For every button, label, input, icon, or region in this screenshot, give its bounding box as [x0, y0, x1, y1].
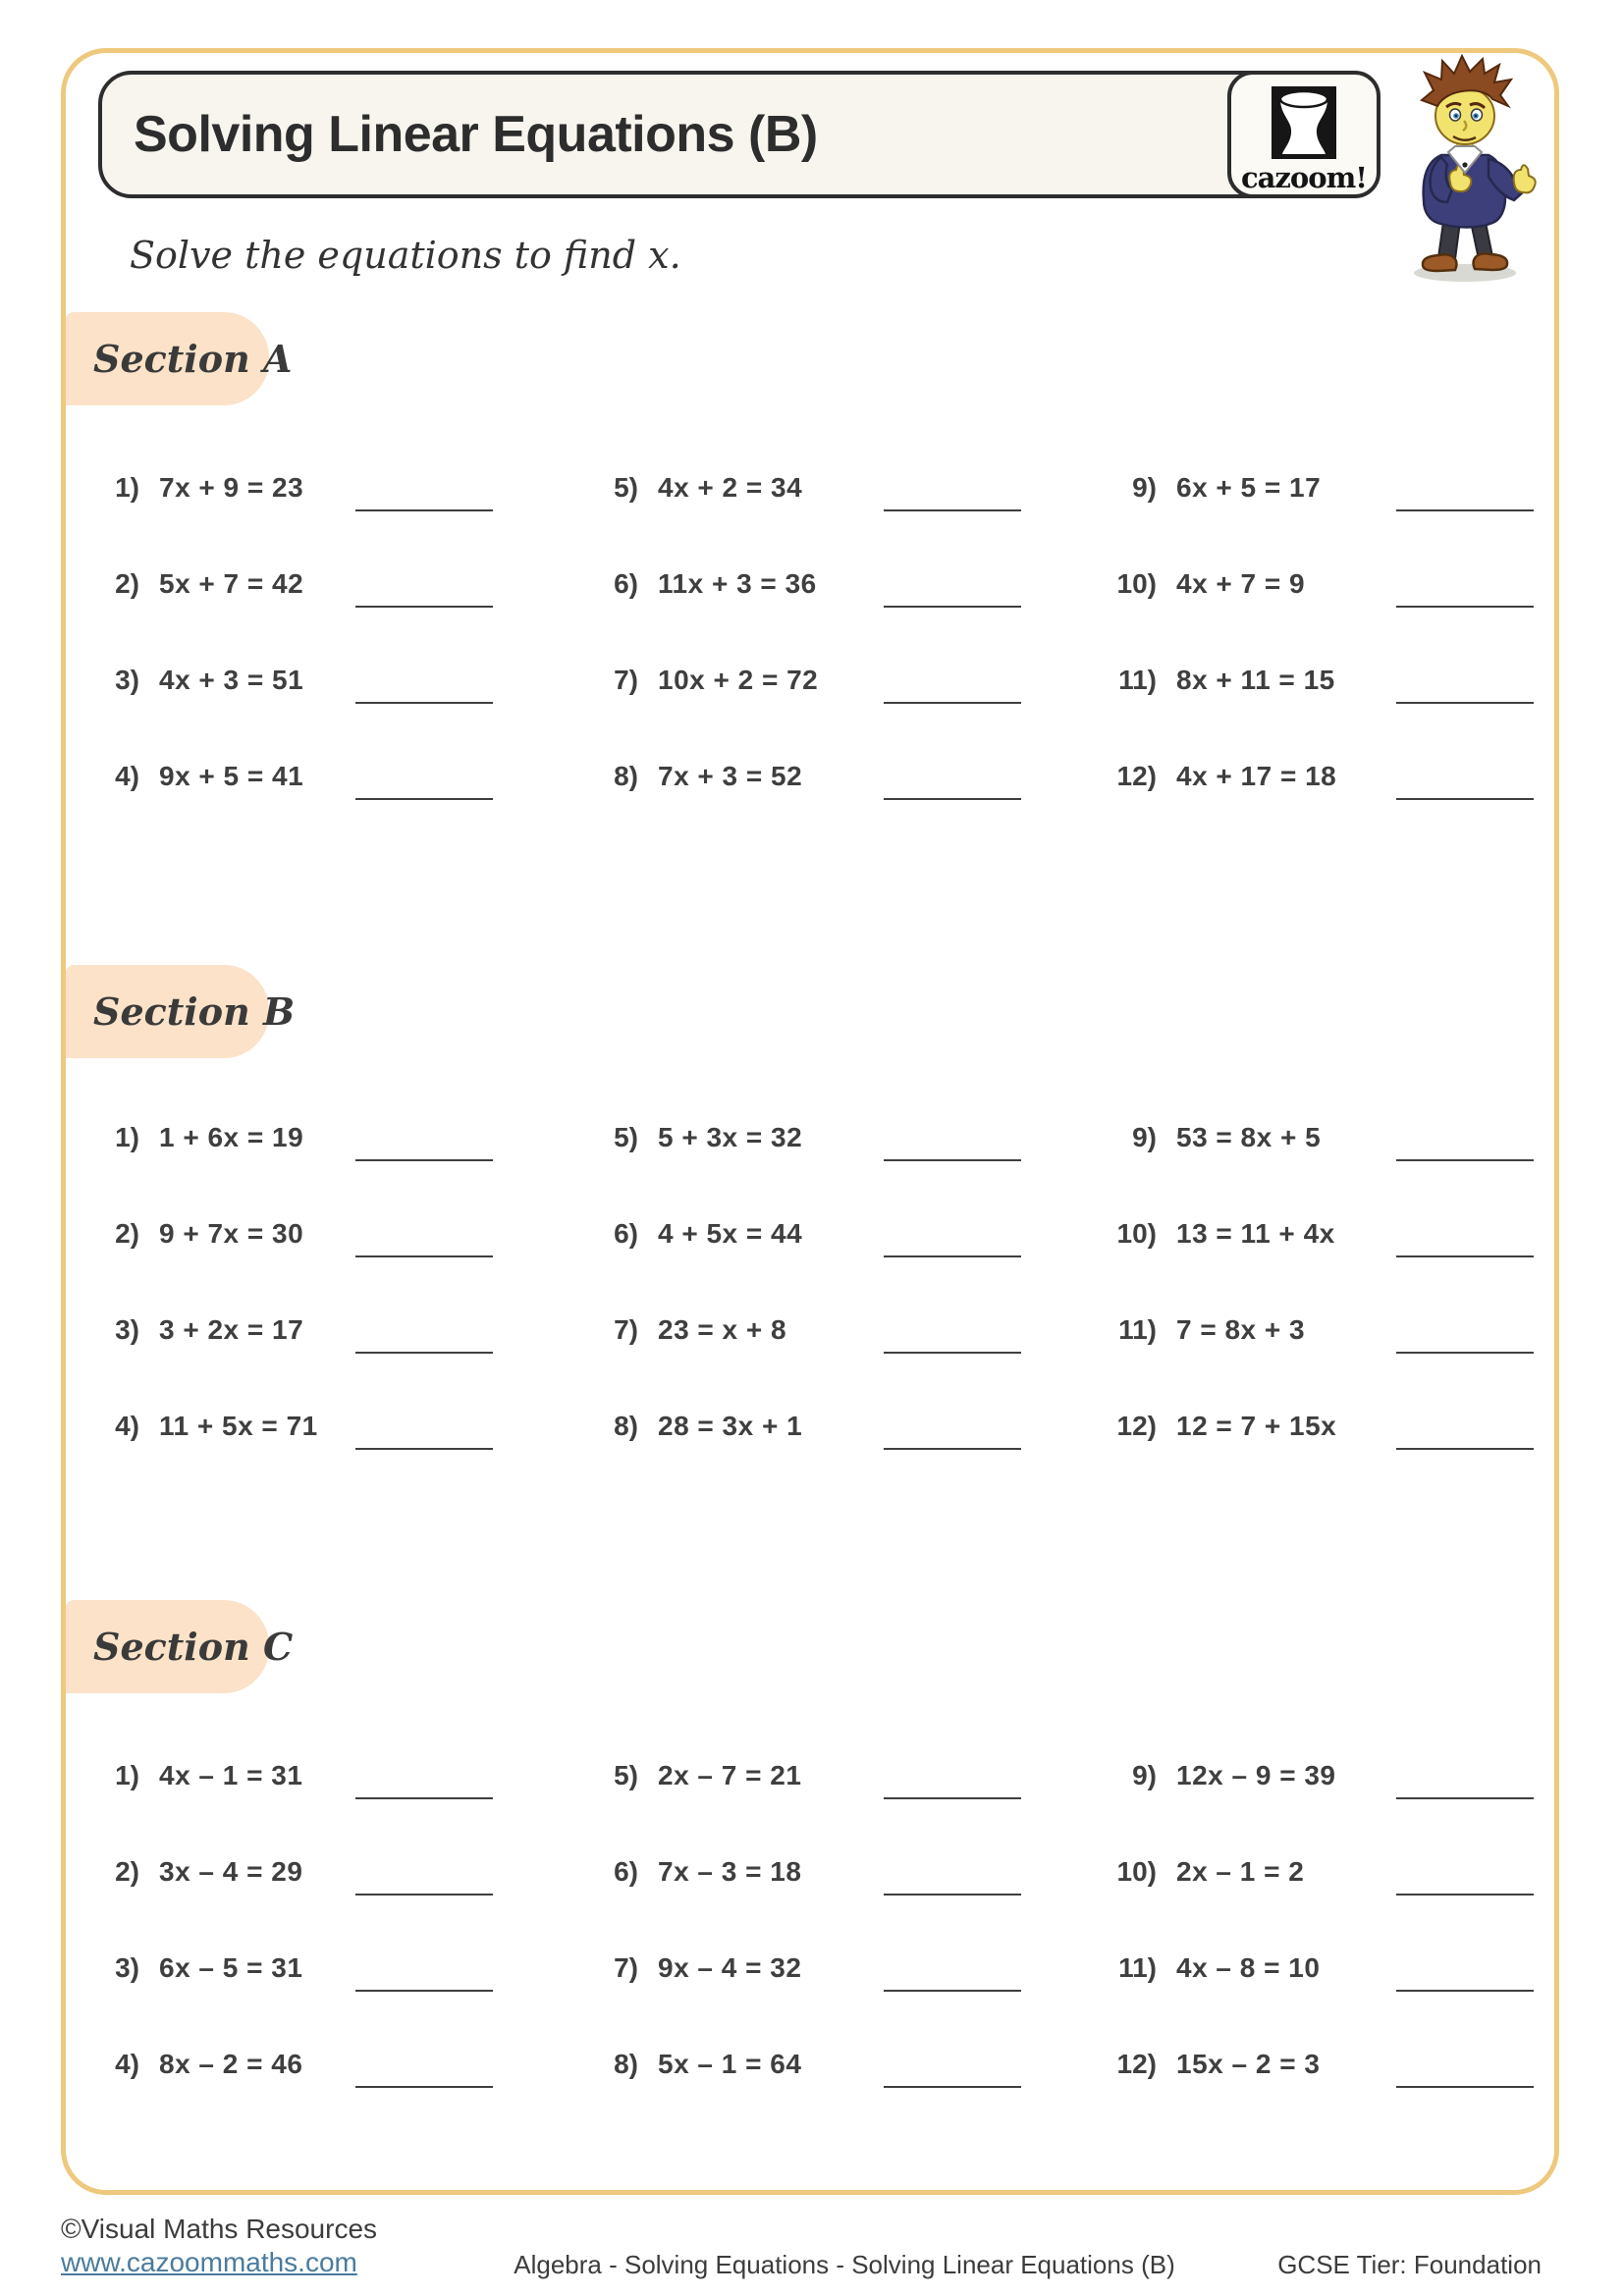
answer-line[interactable]	[884, 1797, 1021, 1799]
question-item	[1106, 1403, 1532, 1499]
answer-line[interactable]	[884, 606, 1021, 608]
equation-text: 3 + 2x = 17	[159, 1314, 304, 1345]
question-item	[88, 1752, 587, 1848]
equation-text: 23 = x + 8	[658, 1314, 787, 1345]
equation-text: 8x – 2 = 46	[159, 2049, 303, 2079]
question-number: 4)	[115, 761, 139, 791]
instruction-text: Solve the equations to find x.	[130, 234, 681, 277]
equation-text: 7 = 8x + 3	[1176, 1314, 1306, 1345]
question-item	[1106, 1945, 1532, 2041]
footer-tier-text: GCSE Tier: Foundation	[1277, 2250, 1542, 2279]
question-item	[587, 561, 1106, 657]
question-number: 6)	[614, 1218, 638, 1249]
question-item	[1106, 1114, 1532, 1210]
answer-line[interactable]	[1396, 702, 1534, 704]
equation-text: 4x + 3 = 51	[159, 665, 304, 695]
equation-text: 12x – 9 = 39	[1176, 1760, 1336, 1790]
equation-text: 9 + 7x = 30	[159, 1218, 304, 1249]
answer-line[interactable]	[1396, 1352, 1534, 1354]
equation-text: 13 = 11 + 4x	[1176, 1218, 1335, 1249]
question-number: 11)	[1118, 665, 1157, 695]
question-item	[1106, 464, 1532, 561]
question-item	[88, 1307, 587, 1403]
equation-text: 10x + 2 = 72	[658, 665, 819, 695]
drum-icon	[1272, 86, 1336, 159]
footer-website-link[interactable]: www.cazoommaths.com	[61, 2247, 357, 2277]
question-item	[1106, 561, 1532, 657]
question-number: 1)	[115, 472, 139, 503]
question-item	[1106, 753, 1532, 849]
section-b-label: Section B	[93, 989, 296, 1034]
question-item	[1106, 1752, 1532, 1848]
question-number: 8)	[614, 1411, 638, 1441]
question-number: 12)	[1116, 1411, 1157, 1441]
question-item	[587, 1752, 1106, 1848]
question-number: 2)	[115, 1218, 139, 1249]
question-number: 8)	[614, 761, 638, 791]
answer-line[interactable]	[884, 2086, 1021, 2088]
question-item	[88, 1945, 587, 2041]
question-item	[587, 1848, 1106, 1945]
section-a-badge	[66, 312, 293, 405]
question-number: 3)	[115, 665, 139, 695]
question-number: 10)	[1116, 1856, 1157, 1887]
question-item	[587, 1403, 1106, 1499]
question-item	[587, 1307, 1106, 1403]
question-number: 10)	[1116, 568, 1157, 599]
answer-line[interactable]	[355, 1797, 493, 1799]
question-item	[1106, 1307, 1532, 1403]
question-number: 11)	[1118, 1314, 1157, 1345]
section-a-questions	[88, 464, 1532, 849]
question-number: 3)	[115, 1314, 139, 1345]
question-number: 5)	[614, 472, 638, 503]
question-item	[88, 2041, 587, 2137]
answer-line[interactable]	[884, 1990, 1021, 1992]
question-item	[88, 561, 587, 657]
equation-text: 7x + 9 = 23	[159, 472, 304, 503]
answer-line[interactable]	[355, 509, 493, 511]
question-number: 6)	[614, 568, 638, 599]
answer-line[interactable]	[355, 606, 493, 608]
mascot-character	[1394, 53, 1543, 289]
equation-text: 7x – 3 = 18	[658, 1856, 802, 1887]
question-number: 9)	[1132, 1122, 1157, 1152]
cazoom-logo-text: cazoom!	[1240, 161, 1368, 194]
question-item	[88, 464, 587, 561]
answer-line[interactable]	[884, 1894, 1021, 1896]
answer-line[interactable]	[884, 1159, 1021, 1161]
equation-text: 11 + 5x = 71	[159, 1411, 318, 1441]
answer-line[interactable]	[355, 1159, 493, 1161]
cazoom-logo	[1227, 71, 1380, 198]
question-number: 11)	[1118, 1952, 1157, 1983]
answer-line[interactable]	[355, 702, 493, 704]
question-number: 7)	[614, 1952, 638, 1983]
answer-line[interactable]	[355, 1990, 493, 1992]
question-number: 4)	[115, 2049, 139, 2079]
answer-line[interactable]	[355, 798, 493, 800]
equation-text: 4x – 8 = 10	[1176, 1952, 1321, 1983]
question-item	[1106, 657, 1532, 753]
answer-line[interactable]	[1396, 1255, 1534, 1257]
question-number: 10)	[1116, 1218, 1157, 1249]
question-number: 1)	[115, 1122, 139, 1152]
answer-line[interactable]	[1396, 1159, 1534, 1161]
section-b-questions	[88, 1114, 1532, 1499]
section-c-questions	[88, 1752, 1532, 2137]
equation-text: 4x + 2 = 34	[658, 472, 803, 503]
answer-line[interactable]	[355, 2086, 493, 2088]
equation-text: 4x + 17 = 18	[1176, 761, 1337, 791]
question-number: 4)	[115, 1411, 139, 1441]
answer-line[interactable]	[884, 702, 1021, 704]
question-item	[88, 1848, 587, 1945]
answer-line[interactable]	[355, 1352, 493, 1354]
question-number: 2)	[115, 1856, 139, 1887]
equation-text: 5x – 1 = 64	[658, 2049, 802, 2079]
question-item	[1106, 1848, 1532, 1945]
equation-text: 5x + 7 = 42	[159, 568, 304, 599]
question-number: 12)	[1116, 761, 1157, 791]
equation-text: 3x – 4 = 29	[159, 1856, 303, 1887]
question-number: 1)	[115, 1760, 139, 1790]
question-number: 2)	[115, 568, 139, 599]
footer-copyright: ©Visual Maths Resources	[61, 2214, 378, 2244]
question-number: 7)	[614, 665, 638, 695]
question-item	[587, 657, 1106, 753]
question-item	[587, 464, 1106, 561]
equation-text: 4x – 1 = 31	[159, 1760, 303, 1790]
question-number: 8)	[614, 2049, 638, 2079]
equation-text: 6x – 5 = 31	[159, 1952, 303, 1983]
section-c-label: Section C	[93, 1625, 294, 1669]
answer-line[interactable]	[1396, 798, 1534, 800]
question-number: 7)	[614, 1314, 638, 1345]
equation-text: 4 + 5x = 44	[658, 1218, 803, 1249]
answer-line[interactable]	[355, 1894, 493, 1896]
equation-text: 53 = 8x + 5	[1176, 1122, 1322, 1152]
answer-line[interactable]	[1396, 509, 1534, 511]
section-a-label: Section A	[93, 337, 293, 381]
answer-line[interactable]	[1396, 2086, 1534, 2088]
equation-text: 6x + 5 = 17	[1176, 472, 1322, 503]
question-item	[1106, 1210, 1532, 1307]
footer-left-block	[61, 2213, 377, 2279]
question-item	[587, 1114, 1106, 1210]
question-item	[88, 1114, 587, 1210]
answer-line[interactable]	[1396, 1990, 1534, 1992]
question-item	[587, 753, 1106, 849]
answer-line[interactable]	[1396, 606, 1534, 608]
equation-text: 28 = 3x + 1	[658, 1411, 803, 1441]
question-number: 5)	[614, 1122, 638, 1152]
answer-line[interactable]	[355, 1448, 493, 1450]
page-title: Solving Linear Equations (B)	[134, 106, 818, 163]
section-c-badge	[66, 1600, 294, 1693]
answer-line[interactable]	[1396, 1894, 1534, 1896]
question-number: 9)	[1132, 472, 1157, 503]
equation-text: 7x + 3 = 52	[658, 761, 803, 791]
equation-text: 9x – 4 = 32	[658, 1952, 802, 1983]
equation-text: 2x – 7 = 21	[658, 1760, 802, 1790]
question-item	[88, 1210, 587, 1307]
answer-line[interactable]	[355, 1255, 493, 1257]
equation-text: 5 + 3x = 32	[658, 1122, 803, 1152]
equation-text: 1 + 6x = 19	[159, 1122, 304, 1152]
footer-center-text: Algebra - Solving Equations - Solving Linear Equations (B)	[514, 2250, 1175, 2279]
question-item	[1106, 2041, 1532, 2137]
answer-line[interactable]	[884, 1352, 1021, 1354]
question-number: 3)	[115, 1952, 139, 1983]
equation-text: 4x + 7 = 9	[1176, 568, 1306, 599]
answer-line[interactable]	[1396, 1797, 1534, 1799]
question-number: 5)	[614, 1760, 638, 1790]
question-item	[587, 2041, 1106, 2137]
equation-text: 15x – 2 = 3	[1176, 2049, 1321, 2079]
question-number: 6)	[614, 1856, 638, 1887]
equation-text: 8x + 11 = 15	[1176, 665, 1335, 695]
question-item	[587, 1945, 1106, 2041]
question-number: 9)	[1132, 1760, 1157, 1790]
section-b-badge	[66, 965, 296, 1058]
question-item	[587, 1210, 1106, 1307]
question-item	[88, 753, 587, 849]
answer-line[interactable]	[884, 1448, 1021, 1450]
answer-line[interactable]	[884, 1255, 1021, 1257]
equation-text: 12 = 7 + 15x	[1176, 1411, 1337, 1441]
answer-line[interactable]	[1396, 1448, 1534, 1450]
equation-text: 9x + 5 = 41	[159, 761, 304, 791]
question-item	[88, 1403, 587, 1499]
answer-line[interactable]	[884, 509, 1021, 511]
equation-text: 2x – 1 = 2	[1176, 1856, 1305, 1887]
equation-text: 11x + 3 = 36	[658, 568, 817, 599]
question-item	[88, 657, 587, 753]
worksheet-title-box	[98, 71, 1377, 198]
answer-line[interactable]	[884, 798, 1021, 800]
question-number: 12)	[1116, 2049, 1157, 2079]
